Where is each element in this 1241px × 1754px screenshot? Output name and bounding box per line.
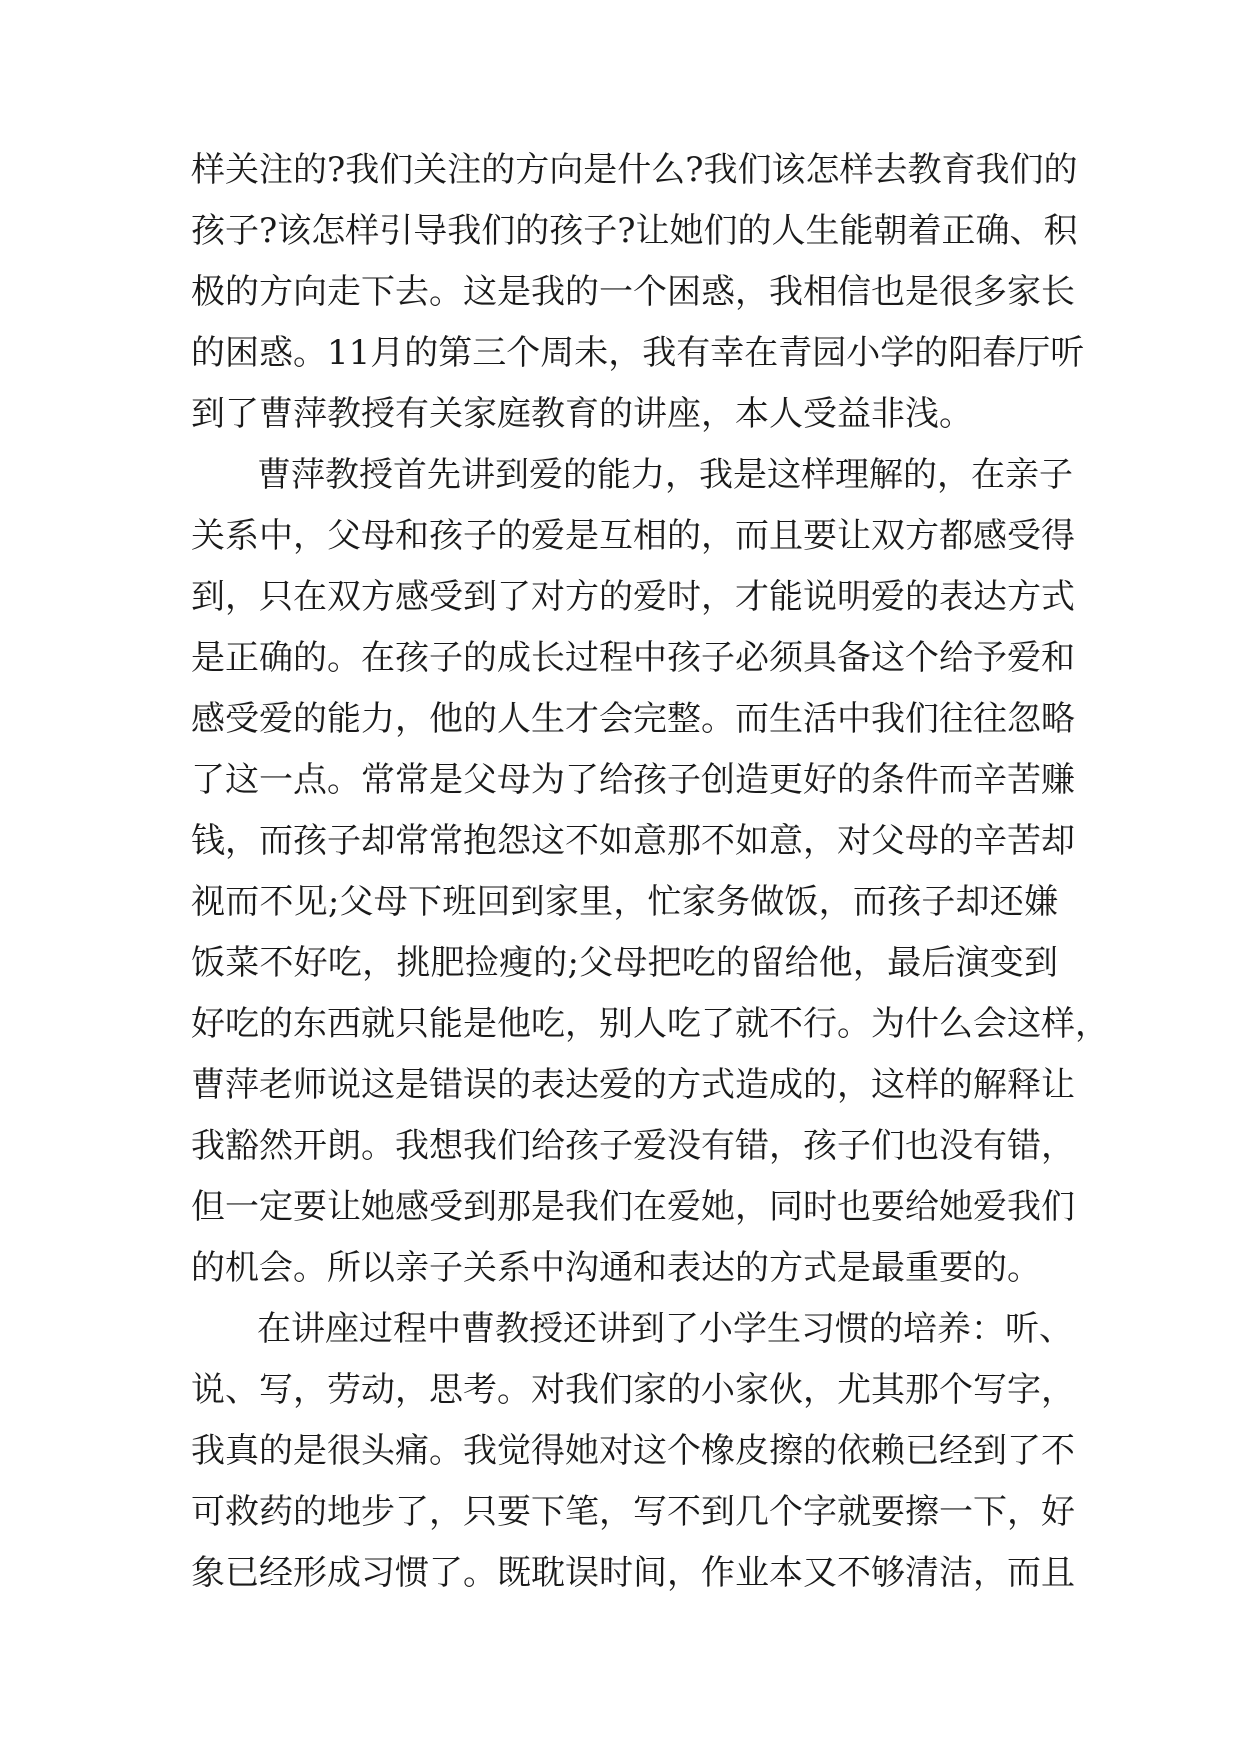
text-line: 视而不见;父母下班回到家里，忙家务做饭，而孩子却还嫌 xyxy=(191,882,1058,922)
text-line: 到了曹萍教授有关家庭教育的讲座，本人受益非浅。 xyxy=(191,394,973,434)
text-line: 象已经形成习惯了。既耽误时间，作业本又不够清洁，而且 xyxy=(191,1553,1075,1593)
text-line: 到，只在双方感受到了对方的爱时，才能说明爱的表达方式 xyxy=(191,577,1075,617)
text-line: 样关注的?我们关注的方向是什么?我们该怎样去教育我们的 xyxy=(191,150,1078,190)
text-line: 极的方向走下去。这是我的一个困惑，我相信也是很多家长 xyxy=(191,272,1075,312)
text-line: 钱，而孩子却常常抱怨这不如意那不如意，对父母的辛苦却 xyxy=(191,821,1075,861)
text-line: 关系中，父母和孩子的爱是互相的，而且要让双方都感受得 xyxy=(191,516,1075,556)
text-line: 说、写，劳动，思考。对我们家的小家伙，尤其那个写字， xyxy=(191,1370,1075,1410)
paragraph-2 xyxy=(191,445,1109,1299)
text-line: 的机会。所以亲子关系中沟通和表达的方式是最重要的。 xyxy=(191,1248,1041,1288)
text-line: 好吃的东西就只能是他吃，别人吃了就不行。为什么会这样， xyxy=(191,1004,1109,1044)
text-line: 感受爱的能力，他的人生才会完整。而生活中我们往往忽略 xyxy=(191,699,1075,739)
text-line: 饭菜不好吃，挑肥捡瘦的;父母把吃的留给他，最后演变到 xyxy=(191,943,1058,983)
text-line: 在讲座过程中曹教授还讲到了小学生习惯的培养：听、 xyxy=(257,1309,1073,1349)
paragraph-1 xyxy=(191,140,1085,445)
text-line: 我豁然开朗。我想我们给孩子爱没有错，孩子们也没有错， xyxy=(191,1126,1075,1166)
text-line: 孩子?该怎样引导我们的孩子?让她们的人生能朝着正确、积 xyxy=(191,211,1078,251)
text-line: 了这一点。常常是父母为了给孩子创造更好的条件而辛苦赚 xyxy=(191,760,1075,800)
paragraph-3 xyxy=(191,1299,1075,1604)
text-line: 是正确的。在孩子的成长过程中孩子必须具备这个给予爱和 xyxy=(191,638,1075,678)
text-line: 但一定要让她感受到那是我们在爱她，同时也要给她爱我们 xyxy=(191,1187,1075,1227)
text-line: 我真的是很头痛。我觉得她对这个橡皮擦的依赖已经到了不 xyxy=(191,1431,1075,1471)
text-line: 的困惑。11月的第三个周未，我有幸在青园小学的阳春厅听 xyxy=(191,333,1085,373)
text-line: 可救药的地步了，只要下笔，写不到几个字就要擦一下，好 xyxy=(191,1492,1075,1532)
document-body xyxy=(191,140,1109,1604)
text-line: 曹萍教授首先讲到爱的能力，我是这样理解的，在亲子 xyxy=(257,455,1073,495)
text-line: 曹萍老师说这是错误的表达爱的方式造成的，这样的解释让 xyxy=(191,1065,1075,1105)
